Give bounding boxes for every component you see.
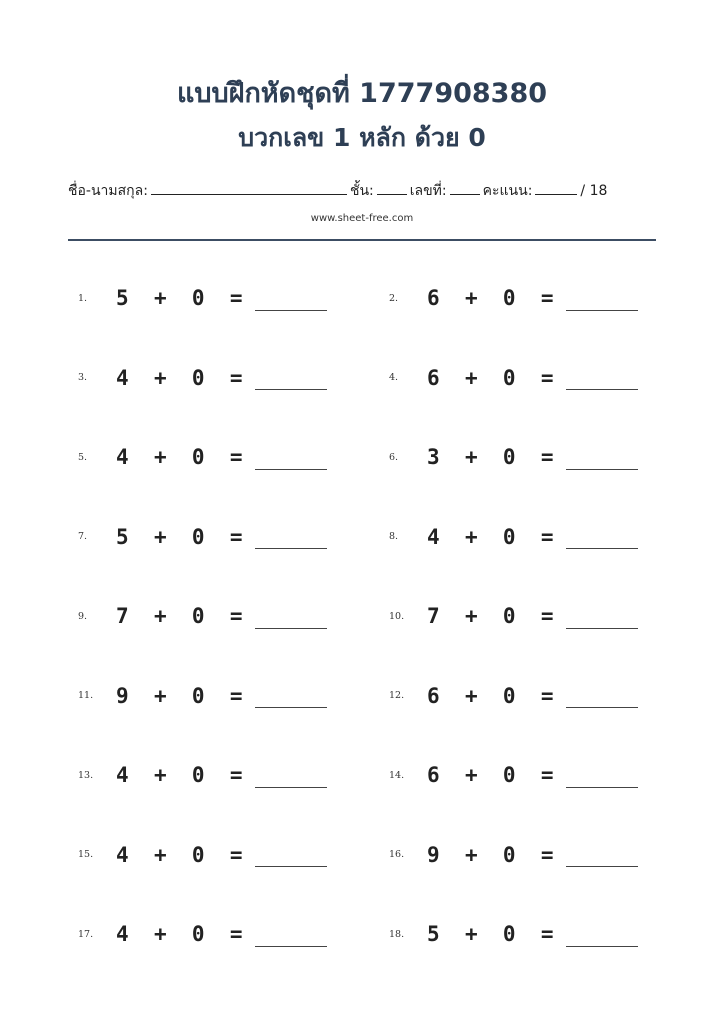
operator: +: [464, 604, 478, 628]
answer-blank[interactable]: [255, 628, 327, 629]
problem-number: 16.: [389, 849, 405, 860]
operand-b: 0: [502, 763, 516, 787]
equals-sign: =: [540, 763, 554, 787]
equals-sign: =: [540, 445, 554, 469]
problem-expression: [116, 445, 243, 469]
problem-number: 4.: [389, 372, 399, 383]
operator: +: [153, 922, 167, 946]
operator: +: [153, 286, 167, 310]
answer-blank[interactable]: [255, 946, 327, 947]
operand-a: 6: [427, 286, 440, 310]
equals-sign: =: [229, 286, 243, 310]
problem-number: 14.: [389, 769, 405, 781]
operator: +: [464, 365, 478, 390]
operand-b: 0: [191, 763, 205, 787]
answer-blank[interactable]: [566, 866, 638, 867]
equals-sign: =: [540, 524, 554, 549]
problem-number: 17.: [78, 928, 94, 940]
operator: +: [464, 683, 478, 708]
problem-number: 18.: [389, 928, 405, 940]
answer-blank[interactable]: [566, 548, 638, 549]
operand-b: 0: [191, 286, 205, 310]
operand-b: 0: [502, 286, 516, 310]
problem-item: [389, 760, 638, 790]
operator: +: [153, 445, 167, 469]
problem-item: [389, 442, 638, 472]
problem-expression: [427, 922, 554, 946]
operand-b: 0: [502, 604, 516, 628]
website-url: www.sheet-free.com: [310, 213, 414, 224]
problem-number: 11.: [78, 690, 94, 701]
operand-a: 5: [427, 922, 440, 946]
worksheet-title: แบบฝึกหัดชุดที่ 1777908380: [176, 78, 548, 109]
score-total: / 18: [580, 183, 608, 199]
equals-sign: =: [229, 365, 243, 390]
answer-blank[interactable]: [566, 787, 638, 788]
answer-blank[interactable]: [566, 707, 638, 708]
class-label: ชั้น:: [349, 183, 374, 199]
problem-expression: [427, 604, 554, 628]
equals-sign: =: [540, 922, 554, 946]
operand-a: 9: [116, 683, 129, 708]
operand-a: 4: [116, 842, 129, 867]
equals-sign: =: [540, 286, 554, 310]
operand-a: 7: [116, 604, 129, 628]
problem-number: 5.: [78, 451, 88, 463]
operand-a: 6: [427, 683, 440, 708]
operand-a: 4: [116, 922, 129, 946]
operand-a: 4: [116, 763, 129, 787]
problem-expression: [427, 525, 554, 549]
equals-sign: =: [229, 842, 243, 867]
equals-sign: =: [229, 524, 243, 549]
problem-number: 6.: [389, 451, 399, 463]
operand-a: 3: [427, 445, 440, 469]
answer-blank[interactable]: [255, 866, 327, 867]
operand-b: 0: [191, 683, 205, 708]
problem-expression: [116, 604, 243, 628]
problem-expression: [116, 922, 243, 946]
operand-a: 5: [116, 524, 129, 549]
operator: +: [153, 524, 167, 549]
equals-sign: =: [229, 922, 243, 946]
operand-b: 0: [191, 524, 205, 549]
operand-a: 4: [116, 365, 129, 390]
operator: +: [464, 286, 478, 310]
problem-number: 10.: [389, 610, 405, 622]
problem-expression: [116, 684, 243, 708]
problem-item: [389, 601, 638, 631]
problem-number: 2.: [389, 292, 399, 304]
equals-sign: =: [540, 604, 554, 628]
operand-b: 0: [502, 842, 516, 867]
operand-b: 0: [502, 922, 516, 946]
equals-sign: =: [229, 683, 243, 708]
problem-item: [389, 522, 638, 552]
equals-sign: =: [540, 842, 554, 867]
problem-expression: [427, 286, 554, 310]
problem-number: 13.: [78, 769, 94, 781]
name-label: ชื่อ-นามสกุล:: [68, 183, 148, 199]
answer-blank[interactable]: [566, 310, 638, 311]
problem-item: [78, 283, 327, 313]
operand-a: 6: [427, 763, 440, 787]
answer-blank[interactable]: [255, 389, 327, 390]
operand-b: 0: [502, 365, 516, 390]
score-label: คะแนน:: [482, 183, 533, 199]
problem-number: 9.: [78, 610, 88, 622]
equals-sign: =: [229, 763, 243, 787]
problem-expression: [116, 843, 243, 867]
problem-item: [78, 601, 327, 631]
problem-item: [389, 919, 638, 949]
problem-expression: [427, 445, 554, 469]
answer-blank[interactable]: [566, 389, 638, 390]
operator: +: [464, 524, 478, 549]
answer-blank[interactable]: [255, 469, 327, 470]
answer-blank[interactable]: [566, 628, 638, 629]
problem-item: [389, 840, 638, 870]
equals-sign: =: [229, 604, 243, 628]
operator: +: [464, 922, 478, 946]
operand-b: 0: [502, 524, 516, 549]
problem-number: 7.: [78, 531, 88, 542]
answer-blank[interactable]: [255, 310, 327, 311]
answer-blank[interactable]: [255, 548, 327, 549]
problem-expression: [116, 763, 243, 787]
problem-number: 8.: [389, 531, 399, 542]
problem-item: [78, 919, 327, 949]
answer-blank[interactable]: [566, 946, 638, 947]
problem-item: [389, 681, 638, 711]
problem-number: 12.: [389, 690, 405, 701]
operand-a: 4: [427, 524, 440, 549]
operand-a: 9: [427, 842, 440, 867]
operator: +: [464, 763, 478, 787]
operator: +: [153, 763, 167, 787]
operand-a: 4: [116, 445, 129, 469]
problem-expression: [427, 366, 554, 390]
operator: +: [153, 604, 167, 628]
operand-b: 0: [191, 604, 205, 628]
problem-expression: [427, 843, 554, 867]
problem-item: [78, 363, 327, 393]
problem-number: 15.: [78, 849, 94, 860]
answer-blank[interactable]: [566, 469, 638, 470]
problem-expression: [427, 763, 554, 787]
operand-b: 0: [191, 922, 205, 946]
problem-expression: [427, 684, 554, 708]
equals-sign: =: [540, 683, 554, 708]
operand-a: 6: [427, 365, 440, 390]
operand-a: 5: [116, 286, 129, 310]
answer-blank[interactable]: [255, 787, 327, 788]
problem-expression: [116, 525, 243, 549]
operator: +: [464, 445, 478, 469]
problem-item: [389, 283, 638, 313]
operand-b: 0: [191, 365, 205, 390]
answer-blank[interactable]: [255, 707, 327, 708]
problem-item: [78, 760, 327, 790]
operand-b: 0: [191, 842, 205, 867]
problem-item: [78, 840, 327, 870]
problem-number: 1.: [78, 292, 88, 304]
problem-expression: [116, 286, 243, 310]
problem-item: [78, 442, 327, 472]
equals-sign: =: [540, 365, 554, 390]
problem-item: [78, 681, 327, 711]
problem-item: [78, 522, 327, 552]
operator: +: [153, 365, 167, 390]
operator: +: [464, 842, 478, 867]
problem-item: [389, 363, 638, 393]
worksheet-subtitle: บวกเลข 1 หลัก ด้วย 0: [238, 123, 486, 152]
problem-number: 3.: [78, 372, 88, 383]
operand-b: 0: [191, 445, 205, 469]
operand-b: 0: [502, 683, 516, 708]
problem-expression: [116, 366, 243, 390]
equals-sign: =: [229, 445, 243, 469]
operator: +: [153, 683, 167, 708]
number-label: เลขที่:: [409, 183, 447, 199]
operand-a: 7: [427, 604, 440, 628]
operator: +: [153, 842, 167, 867]
operand-b: 0: [502, 445, 516, 469]
